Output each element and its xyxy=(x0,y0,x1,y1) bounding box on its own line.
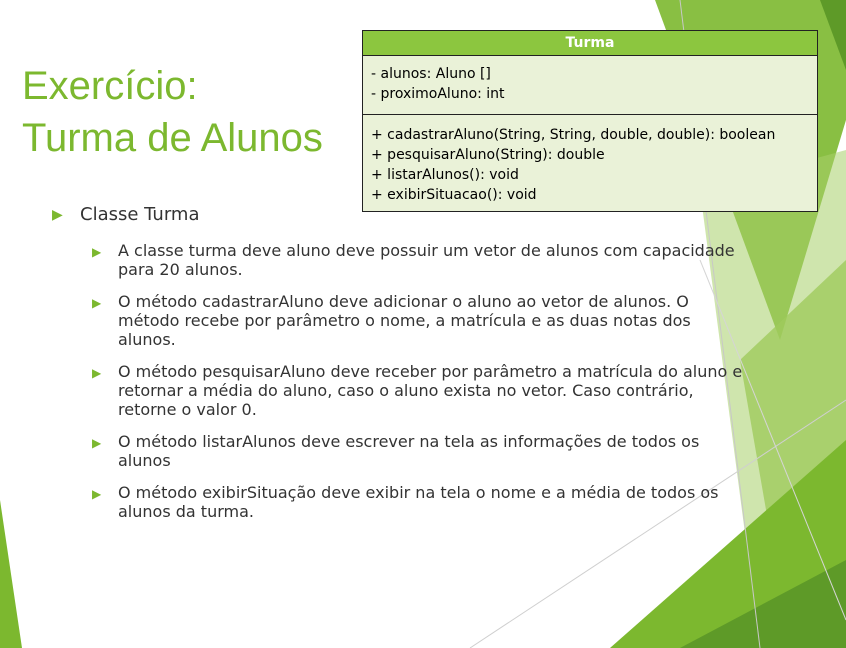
section-heading-text: Classe Turma xyxy=(80,204,200,225)
triangle-bullet-icon: ▶ xyxy=(92,296,102,310)
uml-attribute: - alunos: Aluno [] xyxy=(371,66,491,82)
uml-method: + exibirSituacao(): void xyxy=(371,187,537,203)
title-line-1: Exercício: xyxy=(22,64,198,108)
uml-methods xyxy=(363,115,817,211)
bottom-left-green-shape xyxy=(0,500,22,648)
list-item xyxy=(92,241,752,279)
uml-attribute: - proximoAluno: int xyxy=(371,86,505,102)
uml-method: + listarAlunos(): void xyxy=(371,167,519,183)
list-item xyxy=(92,483,752,521)
triangle-bullet-icon: ▶ xyxy=(92,436,102,450)
triangle-bullet-icon: ▶ xyxy=(92,487,102,501)
list-item-text: O método listarAlunos deve escrever na tela as informações de todos os alunos xyxy=(118,432,700,470)
triangle-bullet-icon: ▶ xyxy=(92,245,102,259)
list-item xyxy=(92,362,752,419)
uml-method: + cadastrarAluno(String, String, double, double): boolean xyxy=(371,127,776,143)
bullet-list xyxy=(52,241,752,521)
list-item-text: O método cadastrarAluno deve adicionar o aluno ao vetor de alunos. O método recebe por parâmetro o nome, a matrícula e as duas notas dos alunos. xyxy=(118,292,691,349)
slide-content xyxy=(52,204,752,534)
list-item xyxy=(92,432,752,470)
list-item-text: O método pesquisarAluno deve receber por parâmetro a matrícula do aluno e retornar a média do aluno, caso o aluno exista no vetor. Caso contrário, retorne o valor 0. xyxy=(118,362,743,419)
slide-title xyxy=(22,60,323,164)
uml-method: + pesquisarAluno(String): double xyxy=(371,147,605,163)
section-heading xyxy=(52,204,752,225)
triangle-bullet-icon: ▶ xyxy=(52,206,63,223)
list-item-text: A classe turma deve aluno deve possuir um vetor de alunos com capacidade para 20 alunos. xyxy=(118,241,735,279)
list-item-text: O método exibirSituação deve exibir na tela o nome e a média de todos os alunos da turma. xyxy=(118,483,719,521)
uml-class-diagram xyxy=(362,30,818,212)
title-line-2: Turma de Alunos xyxy=(22,116,323,160)
list-item xyxy=(92,292,752,349)
triangle-bullet-icon: ▶ xyxy=(92,366,102,380)
uml-class-name: Turma xyxy=(363,31,817,56)
uml-attributes xyxy=(363,56,817,115)
